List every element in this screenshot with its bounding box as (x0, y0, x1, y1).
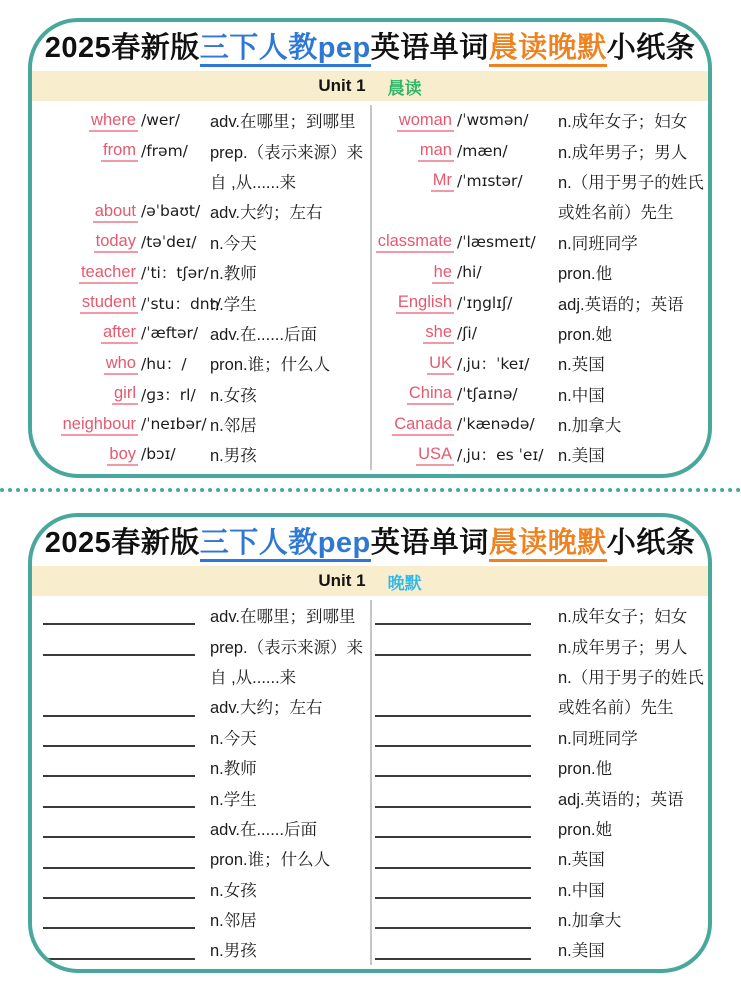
dictation-row (32, 782, 370, 812)
english-word: today (94, 232, 138, 253)
word-row (32, 348, 370, 378)
dictation-row (372, 874, 708, 904)
word-cell (32, 263, 138, 282)
answer-blank-line (43, 623, 195, 625)
dictation-row (372, 782, 708, 812)
english-word: who (104, 354, 138, 375)
title-part: 小纸条 (606, 32, 696, 64)
unit-label: Unit 1 (318, 76, 366, 95)
dictation-row (32, 813, 370, 843)
phonetic: /bɔɪ/ (141, 445, 176, 464)
answer-blank-line (43, 775, 195, 777)
answer-blank-line (375, 836, 531, 838)
answer-blank-line (43, 958, 195, 960)
english-word: Mr (431, 171, 454, 192)
answer-blank-line (375, 806, 531, 808)
answer-blank-line (43, 806, 195, 808)
english-word: she (423, 323, 454, 344)
english-word: where (89, 111, 138, 132)
word-row (32, 135, 370, 165)
word-cell (372, 111, 454, 130)
chinese-meaning: pron.他 (558, 760, 613, 779)
answer-blank-line (375, 927, 531, 929)
morning-reading-panel (28, 18, 712, 478)
word-row (372, 105, 708, 135)
english-word: woman (397, 111, 454, 132)
answer-blank-line (375, 715, 531, 717)
word-row (372, 257, 708, 287)
chinese-meaning: n.女孩 (210, 386, 257, 405)
chinese-meaning: adj.英语的；英语 (558, 295, 684, 314)
answer-blank-line (43, 867, 195, 869)
title-part: 2025春新版 (44, 32, 200, 64)
chinese-meaning: n.男孩 (210, 942, 257, 961)
word-row (32, 409, 370, 439)
word-row (372, 379, 708, 409)
dictation-row (372, 813, 708, 843)
dictation-row (32, 843, 370, 873)
dictation-row (32, 691, 370, 721)
chinese-meaning: adv.在哪里；到哪里 (210, 113, 356, 132)
chinese-meaning: pron.谁；什么人 (210, 851, 331, 870)
chinese-meaning: n.成年男子；男人 (558, 143, 688, 162)
word-row (372, 227, 708, 257)
answer-blank-line (375, 897, 531, 899)
word-column-right (370, 105, 708, 470)
english-word: after (101, 323, 138, 344)
phonetic: /ˈti：tʃər/ (141, 264, 209, 283)
word-cell (372, 171, 454, 190)
dictation-row (32, 661, 370, 691)
english-word: China (407, 384, 454, 405)
chinese-meaning: adv.在......后面 (210, 820, 317, 839)
phonetic: /hi/ (457, 263, 482, 282)
unit-label: Unit 1 (318, 571, 366, 590)
dictation-row (372, 630, 708, 660)
chinese-meaning: n.学生 (210, 790, 257, 809)
word-cell (372, 232, 454, 251)
english-word: UK (427, 354, 454, 375)
chinese-meaning: n.今天 (210, 729, 257, 748)
mode-label: 晚默 (387, 573, 422, 593)
phonetic: /əˈbaʊt/ (141, 202, 201, 221)
word-cell (372, 323, 454, 342)
dictation-row (372, 904, 708, 934)
word-cell (372, 445, 454, 464)
dictation-row (32, 934, 370, 964)
chinese-meaning: adv.在......后面 (210, 325, 317, 344)
chinese-meaning: n.同班同学 (558, 234, 638, 253)
word-cell (372, 263, 454, 282)
dictation-row (32, 600, 370, 630)
word-row (372, 287, 708, 317)
chinese-meaning: adj.英语的；英语 (558, 790, 684, 809)
answer-blank-line (375, 867, 531, 869)
word-cell (32, 293, 138, 312)
dictation-row (372, 934, 708, 964)
chinese-meaning: n.邻居 (210, 417, 257, 436)
chinese-meaning: 或姓名前）先生 (558, 204, 674, 223)
dictation-row (372, 752, 708, 782)
word-row (372, 166, 708, 196)
phonetic: /ɡɜ：rl/ (141, 385, 196, 404)
dictation-row (32, 904, 370, 934)
chinese-meaning: pron.谁；什么人 (210, 356, 331, 375)
phonetic: /ˌju：es ˈeɪ/ (457, 446, 544, 465)
english-word: teacher (79, 263, 138, 284)
dictation-row (372, 661, 708, 691)
title-part: 英语单词 (370, 527, 489, 559)
title-part: 晨读晚默 (489, 527, 607, 562)
phonetic: /ʃi/ (457, 323, 477, 342)
answer-blank-line (43, 715, 195, 717)
answer-blank-line (375, 775, 531, 777)
word-cell (372, 415, 454, 434)
phonetic: /frəm/ (141, 141, 188, 160)
chinese-meaning: n.学生 (210, 295, 257, 314)
phonetic: /ˈlæsmeɪt/ (457, 232, 536, 251)
chinese-meaning: n.美国 (558, 447, 605, 466)
chinese-meaning: 自 ,从......来 (210, 173, 297, 192)
english-word: student (80, 293, 138, 314)
dictation-row (32, 722, 370, 752)
phonetic: /ˈæftər/ (141, 323, 199, 342)
chinese-meaning: n.成年女子；妇女 (558, 608, 688, 627)
evening-dictation-panel (28, 513, 712, 973)
dictation-row (372, 843, 708, 873)
dictation-row (32, 752, 370, 782)
phonetic: /ˈtʃaɪnə/ (457, 384, 518, 403)
answer-blank-line (43, 927, 195, 929)
answer-blank-line (43, 745, 195, 747)
dictation-column-right (370, 600, 708, 965)
phonetic: /wer/ (141, 111, 181, 130)
chinese-meaning: n.同班同学 (558, 729, 638, 748)
word-cell (32, 111, 138, 130)
english-word: Canada (392, 415, 454, 436)
answer-blank-line (375, 958, 531, 960)
chinese-meaning: n.英国 (558, 851, 605, 870)
title-part: 三下人教pep (200, 32, 371, 67)
title-part: 2025春新版 (44, 527, 200, 559)
english-word: neighbour (61, 415, 138, 436)
chinese-meaning: n.中国 (558, 881, 605, 900)
chinese-meaning: pron.他 (558, 265, 613, 284)
phonetic: /ˈkænədə/ (457, 415, 535, 434)
word-cell (32, 141, 138, 160)
english-word: he (432, 263, 454, 284)
dictation-table (32, 600, 708, 965)
answer-blank-line (43, 654, 195, 656)
word-row (372, 439, 708, 469)
chinese-meaning: n.（用于男子的姓氏 (558, 668, 704, 687)
word-cell (32, 354, 138, 373)
answer-blank-line (43, 836, 195, 838)
word-cell (32, 202, 138, 221)
dictation-row (32, 630, 370, 660)
word-row (32, 227, 370, 257)
chinese-meaning: 或姓名前）先生 (558, 699, 674, 718)
chinese-meaning: prep.（表示来源）来 (210, 143, 364, 162)
chinese-meaning: n.美国 (558, 942, 605, 961)
chinese-meaning: n.成年女子；妇女 (558, 113, 688, 132)
word-cell (372, 293, 454, 312)
chinese-meaning: pron.她 (558, 820, 613, 839)
title-part: 三下人教pep (200, 527, 371, 562)
chinese-meaning: n.男孩 (210, 447, 257, 466)
phonetic: /ˈwʊmən/ (457, 111, 529, 130)
word-row (372, 135, 708, 165)
answer-blank-line (375, 654, 531, 656)
word-cell (32, 445, 138, 464)
phonetic: /ˈmɪstər/ (457, 171, 523, 190)
chinese-meaning: n.教师 (210, 265, 257, 284)
dictation-row (372, 722, 708, 752)
english-word: from (101, 141, 138, 162)
phonetic: /hu：/ (141, 355, 187, 374)
answer-blank-line (375, 745, 531, 747)
phonetic: /ˈneɪbər/ (141, 415, 207, 434)
chinese-meaning: pron.她 (558, 325, 613, 344)
word-cell (32, 384, 138, 403)
english-word: about (93, 202, 138, 223)
word-cell (32, 323, 138, 342)
english-word: classmate (376, 232, 454, 253)
sheet-title (32, 525, 708, 561)
dictation-row (372, 600, 708, 630)
dictation-row (372, 691, 708, 721)
phonetic: /mæn/ (457, 141, 508, 160)
dictation-row (32, 874, 370, 904)
word-row (32, 439, 370, 469)
chinese-meaning: n.加拿大 (558, 417, 622, 436)
word-row (372, 348, 708, 378)
answer-blank-line (43, 897, 195, 899)
chinese-meaning: prep.（表示来源）来 (210, 638, 364, 657)
word-cell (372, 354, 454, 373)
word-column-left (32, 105, 370, 470)
chinese-meaning: adv.大约；左右 (210, 204, 323, 223)
chinese-meaning: n.加拿大 (558, 912, 622, 931)
word-row (372, 196, 708, 226)
phonetic: /təˈdeɪ/ (141, 232, 197, 251)
chinese-meaning: n.英国 (558, 356, 605, 375)
vocabulary-table (32, 105, 708, 470)
title-part: 英语单词 (370, 32, 489, 64)
english-word: girl (112, 384, 138, 405)
english-word: USA (416, 445, 454, 466)
dictation-column-left (32, 600, 370, 965)
chinese-meaning: adv.在哪里；到哪里 (210, 608, 356, 627)
word-cell (32, 232, 138, 251)
chinese-meaning: n.邻居 (210, 912, 257, 931)
title-part: 晨读晚默 (489, 32, 607, 67)
word-row (32, 257, 370, 287)
english-word: man (418, 141, 454, 162)
chinese-meaning: n.今天 (210, 234, 257, 253)
chinese-meaning: n.（用于男子的姓氏 (558, 173, 704, 192)
word-cell (32, 415, 138, 434)
chinese-meaning: n.女孩 (210, 881, 257, 900)
chinese-meaning: n.成年男子；男人 (558, 638, 688, 657)
word-row (32, 379, 370, 409)
word-row (32, 196, 370, 226)
chinese-meaning: n.教师 (210, 760, 257, 779)
english-word: boy (107, 445, 138, 466)
unit-header (32, 566, 708, 596)
word-row (32, 287, 370, 317)
cut-line (0, 488, 741, 492)
english-word: English (396, 293, 454, 314)
phonetic: /ˈɪŋglɪʃ/ (457, 293, 513, 312)
mode-label: 晨读 (387, 78, 422, 98)
chinese-meaning: adv.大约；左右 (210, 699, 323, 718)
word-cell (372, 384, 454, 403)
word-row (32, 166, 370, 196)
phonetic: /ˌju：ˈkeɪ/ (457, 355, 530, 374)
unit-header (32, 71, 708, 101)
word-row (32, 318, 370, 348)
word-row (372, 409, 708, 439)
phonetic: /ˈstu：dnt/ (141, 294, 221, 313)
word-row (32, 105, 370, 135)
word-cell (372, 141, 454, 160)
word-row (372, 318, 708, 348)
chinese-meaning: 自 ,从......来 (210, 668, 297, 687)
chinese-meaning: n.中国 (558, 386, 605, 405)
sheet-title (32, 30, 708, 66)
title-part: 小纸条 (606, 527, 696, 559)
answer-blank-line (375, 623, 531, 625)
